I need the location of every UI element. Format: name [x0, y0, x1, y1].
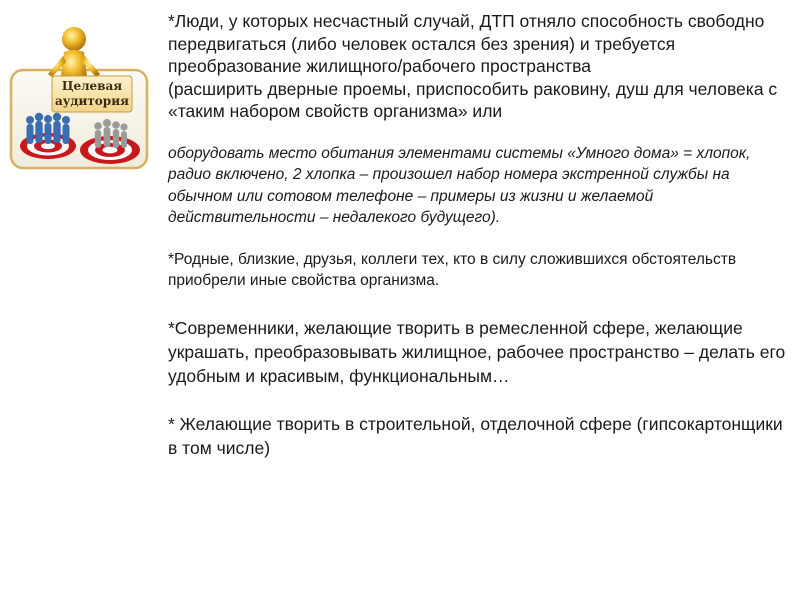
paragraph-accident-victims: *Люди, у которых несчастный случай, ДТП отняло способность свободно передвигаться (либо человек остался без зрения) и требуется преобразование жилищного/рабочего пространства: [168, 11, 765, 76]
logo-label-line2: аудитория: [55, 94, 129, 108]
main-text: [168, 10, 790, 460]
paragraph-relatives: *Родные, близкие, друзья, коллеги тех, кто в силу сложившихся обстоятельств приобрели иные свойства организма.: [168, 250, 737, 289]
target-audience-logo: [8, 24, 150, 172]
target-blue-people-icon: [20, 113, 76, 159]
paragraph-craftsmen: *Современники, желающие творить в ремесленной сфере, желающие украшать, преобразовывать жилищное, рабочее пространство – делать его удобным и красивым, функциональным…: [168, 317, 786, 386]
paragraph-adaptations: (расширить дверные проемы, приспособить раковину, душ для человека с «таким набором свойств организма» или: [168, 78, 778, 121]
paragraph-smart-home: оборудовать место обитания элементами системы «Умного дома» = хлопок, радио включено, 2 хлопка – произошел набор номера экстренной службы на обычном или сотовом телефоне – примеры из жизни и желаемой действительности – недалекого будущего).: [168, 144, 751, 226]
logo-label-line1: Целевая: [61, 79, 123, 93]
paragraph-builders: * Желающие творить в строительной, отделочной сфере (гипсокартонщики в том числе): [168, 413, 783, 458]
